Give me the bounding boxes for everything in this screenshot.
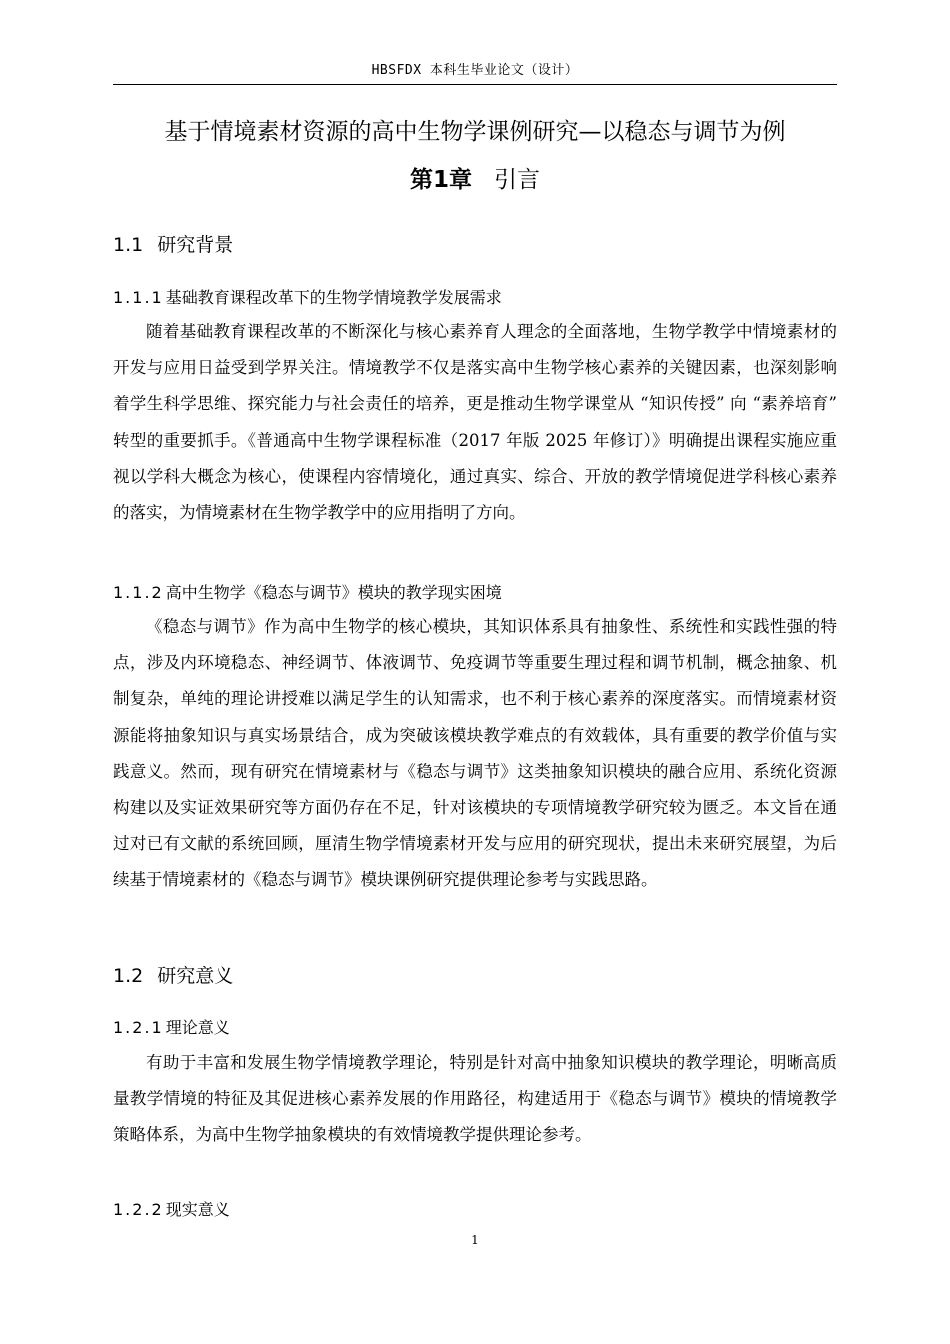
section-title: 研究意义 <box>157 965 234 987</box>
section-heading <box>113 231 233 259</box>
subsection-number: 1.1.1 <box>113 288 164 307</box>
chapter-name: 引言 <box>494 167 540 193</box>
body-paragraph: 《稳态与调节》作为高中生物学的核心模块，其知识体系具有抽象性、系统性和实践性强的特点，涉及内环境稳态、神经调节、体液调节、免疫调节等重要生理过程和调节机制，概念抽象、机制复杂，单纯的理论讲授难以满足学生的认知需求，也不利于核心素养的深度落实。而情境素材资源能将抽象知识与真实场景结合，成为突破该模块教学难点的有效载体，具有重要的教学价值与实践意义。然而，现有研究在情境素材与《稳态与调节》这类抽象知识模块的融合应用、系统化资源构建以及实证效果研究等方面仍存在不足，针对该模块的专项情境教学研究较为匮乏。本文旨在通过对已有文献的系统回顾，厘清生物学情境素材开发与应用的研究现状，提出未来研究展望，为后续基于情境素材的《稳态与调节》模块课例研究提供理论参考与实践思路。 <box>113 617 837 890</box>
subsection-heading <box>113 286 502 310</box>
subsection-title: 基础教育课程改革下的生物学情境教学发展需求 <box>165 288 502 307</box>
chapter-title <box>113 164 837 196</box>
page-header: HBSFDX 本科生毕业论文（设计） <box>371 63 579 78</box>
chapter-number: 第1章 <box>409 167 472 193</box>
subsection-title: 高中生物学《稳态与调节》模块的教学现实困境 <box>165 583 502 602</box>
subsection-title: 理论意义 <box>165 1018 230 1037</box>
document-title: 基于情境素材资源的高中生物学课例研究—以稳态与调节为例 <box>164 119 786 145</box>
subsection-heading <box>113 1016 230 1040</box>
subsection-number: 1.1.2 <box>113 583 164 602</box>
page-number: 1 <box>471 1233 479 1247</box>
section-number: 1.1 <box>113 234 144 256</box>
subsection-heading <box>113 1198 230 1222</box>
header-rule <box>113 84 837 85</box>
subsection-title: 现实意义 <box>165 1200 230 1219</box>
subsection-number: 1.2.1 <box>113 1018 164 1037</box>
section-heading <box>113 962 233 990</box>
section-title: 研究背景 <box>157 234 234 256</box>
section-number: 1.2 <box>113 965 144 987</box>
subsection-number: 1.2.2 <box>113 1200 164 1219</box>
subsection-heading <box>113 581 502 605</box>
body-paragraph: 有助于丰富和发展生物学情境教学理论，特别是针对高中抽象知识模块的教学理论，明晰高质量教学情境的特征及其促进核心素养发展的作用路径，构建适用于《稳态与调节》模块的情境教学策略体系，为高中生物学抽象模块的有效情境教学提供理论参考。 <box>113 1053 837 1145</box>
body-paragraph: 随着基础教育课程改革的不断深化与核心素养育人理念的全面落地，生物学教学中情境素材的开发与应用日益受到学界关注。情境教学不仅是落实高中生物学核心素养的关键因素，也深刻影响着学生科学思维、探究能力与社会责任的培养，更是推动生物学课堂从 “知识传授” 向 “素养培育” 转型的重要抓手。《普通高中生物学课程标准（2017 年版 2025 年修订）》明确提出课程实施应重视以学科大概念为核心，使课程内容情境化，通过真实、综合、开放的教学情境促进学科核心素养的落实，为情境素材在生物学教学中的应用指明了方向。 <box>113 322 837 523</box>
